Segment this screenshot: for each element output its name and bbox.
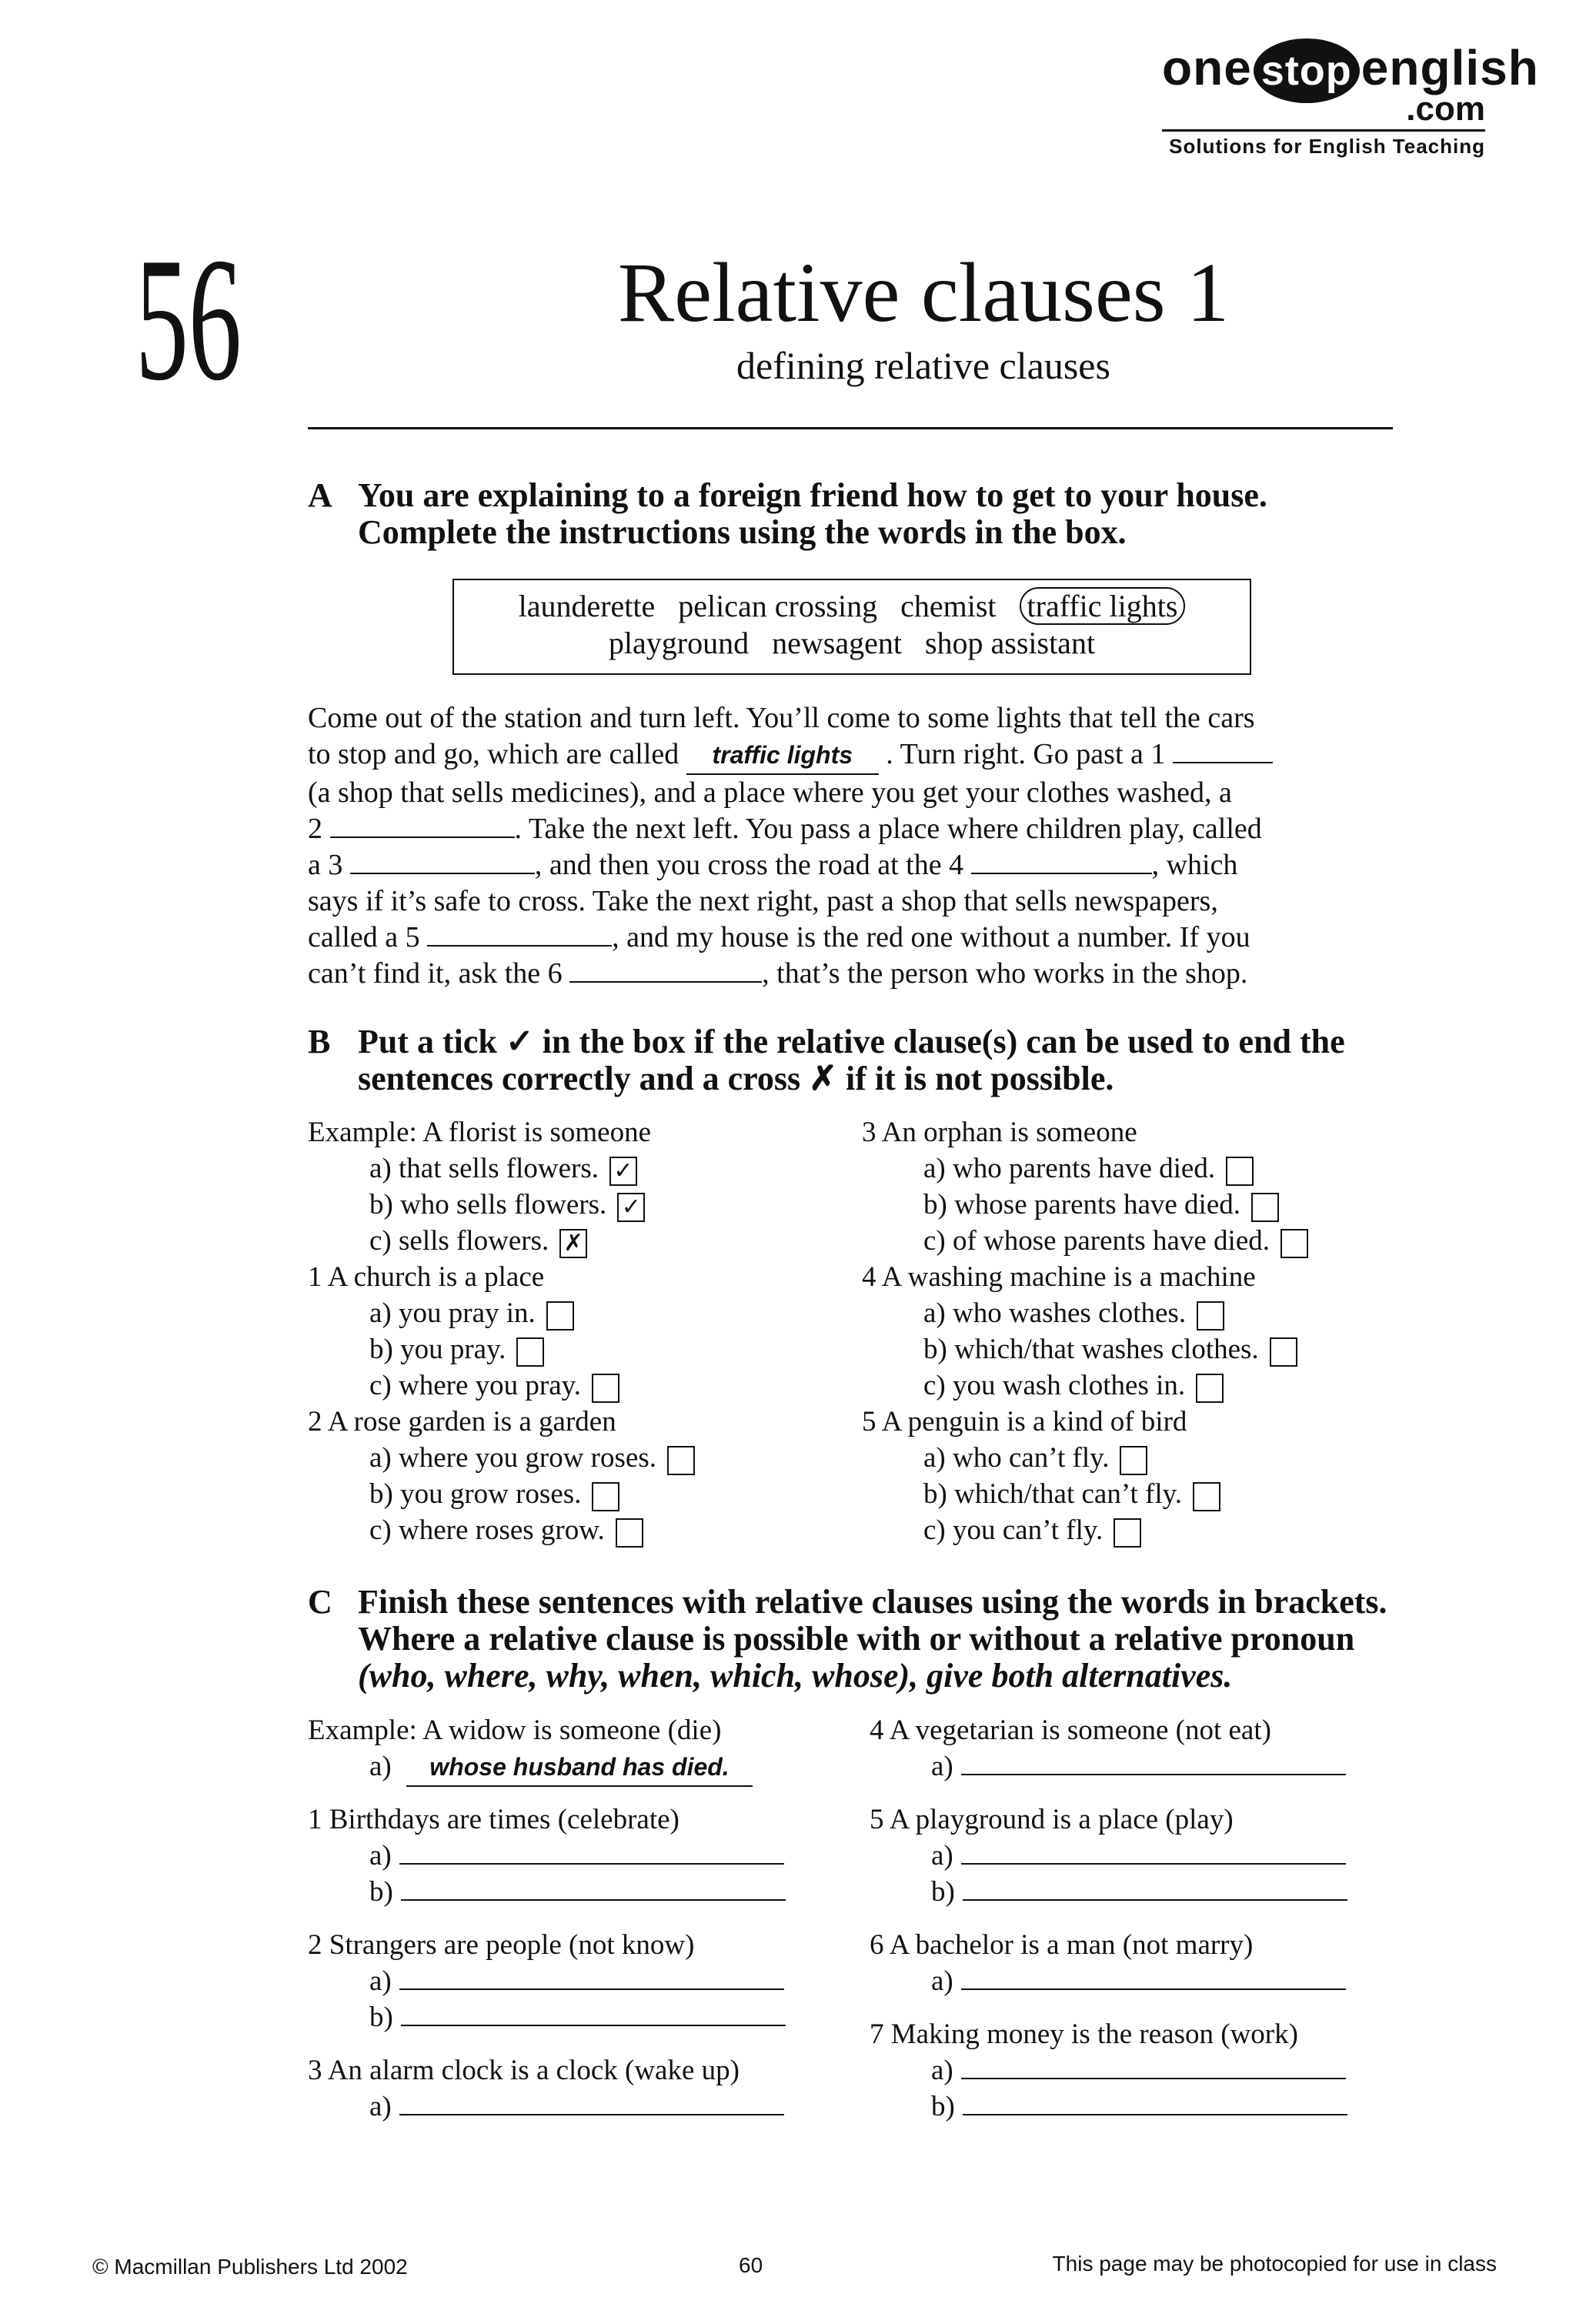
passage-line — [308, 736, 1401, 775]
checkbox[interactable]: ✓ — [617, 1193, 645, 1222]
answer-row — [870, 2089, 1424, 2125]
checkbox[interactable] — [1270, 1337, 1297, 1367]
answer-line[interactable] — [963, 1899, 1347, 1901]
instruction-line: Where a relative clause is possible with or without a relative pronoun — [358, 1620, 1355, 1658]
word-box-row — [454, 625, 1250, 662]
word-box-item: newsagent — [772, 626, 902, 660]
instruction-line: (who, where, why, when, which, whose), give both alternatives. — [358, 1657, 1233, 1695]
option-text: a) who washes clothes. — [923, 1297, 1187, 1329]
answer-blank-example[interactable] — [686, 736, 879, 775]
passage-line: (a shop that sells medicines), and a place where you get your clothes washed, a — [308, 776, 1232, 809]
checkbox[interactable] — [1226, 1157, 1254, 1186]
checkbox[interactable] — [1280, 1229, 1308, 1258]
answer-line[interactable] — [961, 2078, 1346, 2079]
answer-row — [870, 1838, 1424, 1874]
answer-blank-5[interactable] — [427, 945, 612, 947]
answer-label: a) — [369, 1751, 392, 1782]
question-stem: 5 A penguin is a kind of bird — [862, 1406, 1187, 1437]
answer-label: b) — [369, 2002, 393, 2033]
question-stem: Example: A widow is someone (die) — [308, 1715, 722, 1746]
passage-line — [308, 956, 1401, 992]
instruction-line: You are explaining to a foreign friend how to get to your house. — [358, 476, 1267, 514]
option-row — [308, 1512, 816, 1548]
passage-text: , that’s the person who works in the shop. — [762, 957, 1248, 990]
passage-text: to stop and go, which are called — [308, 738, 679, 770]
answer-line[interactable] — [961, 1988, 1346, 1990]
answer-row — [308, 1999, 846, 2035]
option-row — [308, 1331, 816, 1367]
option-text: a) who can’t fly. — [923, 1442, 1110, 1474]
checkbox[interactable]: ✓ — [609, 1157, 637, 1186]
word-box-item: shop assistant — [924, 626, 1096, 660]
option-row — [862, 1367, 1416, 1404]
passage-line: Come out of the station and turn left. You’ll come to some lights that tell the cars — [308, 702, 1255, 734]
question-stem: 2 Strangers are people (not know) — [308, 1929, 695, 1961]
instruction-line: Finish these sentences with relative clauses using the words in brackets. — [358, 1583, 1387, 1621]
option-row — [308, 1440, 816, 1476]
passage-text: , and my house is the red one without a number. If you — [612, 921, 1250, 953]
section-b-heading — [308, 1023, 1424, 1097]
option-row — [308, 1223, 816, 1259]
section-b-left-column — [308, 1114, 816, 1548]
answer-blank-3[interactable] — [350, 873, 535, 874]
answer-label: b) — [369, 1876, 393, 1908]
section-letter: B — [308, 1023, 331, 1060]
instruction-line: Complete the instructions using the words in the box. — [358, 513, 1127, 551]
option-text: b) you pray. — [369, 1334, 506, 1365]
section-c-left-column — [308, 1712, 846, 2125]
passage-text: a 3 — [308, 849, 343, 881]
question-stem: 3 An orphan is someone — [862, 1117, 1137, 1148]
passage-line — [308, 920, 1401, 956]
checkbox[interactable] — [592, 1374, 619, 1403]
answer-line[interactable] — [399, 1988, 784, 1990]
answer-line[interactable] — [401, 2025, 786, 2026]
checkbox[interactable] — [1114, 1518, 1141, 1548]
question-stem: 6 A bachelor is a man (not marry) — [870, 1929, 1254, 1961]
option-text: a) you pray in. — [369, 1297, 536, 1329]
answer-line[interactable] — [399, 2114, 784, 2115]
section-c-heading — [308, 1584, 1431, 1695]
answer-line[interactable] — [406, 1748, 753, 1787]
answer-line[interactable] — [961, 1863, 1346, 1865]
word-box-item: chemist — [900, 589, 997, 623]
answer-label: b) — [931, 1876, 955, 1908]
option-row — [862, 1476, 1416, 1512]
word-box — [452, 579, 1251, 675]
question-stem: 3 An alarm clock is a clock (wake up) — [308, 2055, 740, 2086]
logo-stop-disc: stop — [1254, 38, 1360, 103]
option-text: c) where you pray. — [369, 1370, 581, 1401]
question-stem: 1 A church is a place — [308, 1261, 545, 1293]
option-row — [862, 1150, 1416, 1187]
answer-line[interactable] — [963, 2114, 1347, 2115]
passage-text: . Turn right. Go past a 1 — [886, 738, 1166, 770]
option-text: b) which/that can’t fly. — [923, 1478, 1182, 1510]
passage-text: 2 — [308, 813, 322, 845]
answer-row — [308, 1963, 846, 1999]
answer-row — [870, 1748, 1424, 1785]
option-row — [308, 1476, 816, 1512]
footer-copyright: © Macmillan Publishers Ltd 2002 — [92, 2255, 408, 2279]
section-letter: A — [308, 476, 332, 514]
footer-page-number: 60 — [739, 2253, 763, 2277]
answer-label: a) — [931, 1965, 953, 1997]
option-row — [862, 1440, 1416, 1476]
instruction-line: Put a tick ✓ in the box if the relative clause(s) can be used to end the — [358, 1023, 1345, 1060]
answer-label: a) — [369, 1840, 392, 1872]
passage-line — [308, 847, 1401, 883]
option-text: c) of whose parents have died. — [923, 1225, 1270, 1257]
handwritten-answer: whose husband has died. — [429, 1753, 730, 1781]
section-letter: C — [308, 1583, 332, 1621]
checkbox[interactable] — [1120, 1446, 1147, 1475]
question-stem: 2 A rose garden is a garden — [308, 1406, 616, 1437]
answer-row — [870, 1874, 1424, 1910]
question-stem: Example: A florist is someone — [308, 1117, 652, 1148]
section-c-right-column — [870, 1712, 1424, 2125]
answer-row — [308, 1874, 846, 1910]
question-stem: 4 A washing machine is a machine — [862, 1261, 1256, 1293]
answer-label: a) — [369, 1965, 392, 1997]
checkbox[interactable] — [516, 1337, 544, 1367]
option-text: c) sells flowers. — [369, 1225, 549, 1257]
title-divider — [308, 427, 1393, 429]
unit-number: 56 — [135, 221, 242, 417]
passage-text: , which — [1151, 849, 1238, 881]
checkbox[interactable]: ✗ — [559, 1229, 587, 1258]
option-text: a) that sells flowers. — [369, 1153, 599, 1184]
option-row — [862, 1512, 1416, 1548]
answer-blank-4[interactable] — [971, 873, 1152, 874]
option-row — [862, 1331, 1416, 1367]
word-box-item: playground — [608, 626, 750, 660]
passage-line: says if it’s safe to cross. Take the next right, past a shop that sells newspapers, — [308, 885, 1218, 917]
option-row — [308, 1187, 816, 1223]
checkbox[interactable] — [546, 1301, 574, 1331]
answer-blank-1[interactable] — [1173, 762, 1273, 763]
option-text: a) where you grow roses. — [369, 1442, 656, 1474]
answer-line[interactable] — [399, 1863, 784, 1865]
passage-text: can’t find it, ask the 6 — [308, 957, 563, 990]
word-box-item: launderette — [518, 589, 656, 623]
option-text: b) which/that washes clothes. — [923, 1334, 1259, 1365]
option-row — [308, 1295, 816, 1331]
section-a-heading — [308, 477, 1424, 551]
answer-row — [308, 1748, 846, 1785]
logo-domain: .com — [1406, 90, 1485, 128]
answer-row — [308, 1838, 846, 1874]
page-title: Relative clauses 1 — [617, 245, 1230, 339]
answer-blank-2[interactable] — [330, 836, 515, 838]
option-text: c) you can’t fly. — [923, 1514, 1104, 1546]
footer-note: This page may be photocopied for use in class — [1052, 2252, 1497, 2276]
passage-text: called a 5 — [308, 921, 420, 953]
logo-wordmark: one stop english — [1162, 37, 1485, 103]
answer-label: a) — [931, 1751, 953, 1782]
option-text: b) who sells flowers. — [369, 1189, 607, 1220]
option-text: c) where roses grow. — [369, 1514, 605, 1546]
question-stem: 5 A playground is a place (play) — [870, 1804, 1234, 1835]
option-row — [308, 1367, 816, 1404]
checkbox[interactable] — [1251, 1193, 1279, 1222]
handwritten-answer: traffic lights — [712, 741, 853, 769]
checkbox[interactable] — [1196, 1374, 1224, 1403]
question-stem: 4 A vegetarian is someone (not eat) — [870, 1715, 1271, 1746]
answer-row — [308, 2089, 846, 2125]
passage-text: , and then you cross the road at the 4 — [534, 849, 964, 881]
answer-line[interactable] — [961, 1774, 1346, 1775]
checkbox[interactable] — [667, 1446, 695, 1475]
option-text: a) who parents have died. — [923, 1153, 1216, 1184]
checkbox[interactable] — [616, 1518, 643, 1548]
answer-label: a) — [931, 2055, 953, 2086]
logo-tagline: Solutions for English Teaching — [1169, 135, 1485, 158]
answer-row — [870, 2052, 1424, 2089]
word-box-row — [454, 588, 1250, 625]
option-row — [862, 1295, 1416, 1331]
option-text: b) you grow roses. — [369, 1478, 582, 1510]
answer-blank-6[interactable] — [569, 981, 762, 983]
option-text: b) whose parents have died. — [923, 1189, 1241, 1220]
word-box-item: pelican crossing — [678, 589, 878, 623]
section-b-right-column — [862, 1114, 1416, 1548]
question-stem: 7 Making money is the reason (work) — [870, 2018, 1298, 2050]
answer-row — [870, 1963, 1424, 1999]
option-row — [308, 1150, 816, 1187]
answer-label: b) — [931, 2091, 955, 2122]
passage-line — [308, 811, 1401, 847]
checkbox[interactable] — [1193, 1482, 1220, 1511]
page-subtitle: defining relative clauses — [736, 344, 1110, 387]
option-row — [862, 1223, 1416, 1259]
passage-text: . Take the next left. You pass a place where children play, called — [514, 813, 1262, 845]
question-stem: 1 Birthdays are times (celebrate) — [308, 1804, 679, 1835]
checkbox[interactable] — [1197, 1301, 1224, 1331]
directions-passage — [308, 700, 1401, 992]
logo-divider — [1162, 129, 1485, 132]
checkbox[interactable] — [592, 1482, 619, 1511]
option-row — [862, 1187, 1416, 1223]
answer-label: a) — [369, 2091, 392, 2122]
instruction-line: sentences correctly and a cross ✗ if it is not possible. — [358, 1060, 1114, 1097]
option-text: c) you wash clothes in. — [923, 1370, 1186, 1401]
answer-line[interactable] — [401, 1899, 786, 1901]
answer-label: a) — [931, 1840, 953, 1872]
word-box-item-circled: traffic lights — [1020, 587, 1186, 625]
publisher-logo — [1162, 37, 1539, 160]
